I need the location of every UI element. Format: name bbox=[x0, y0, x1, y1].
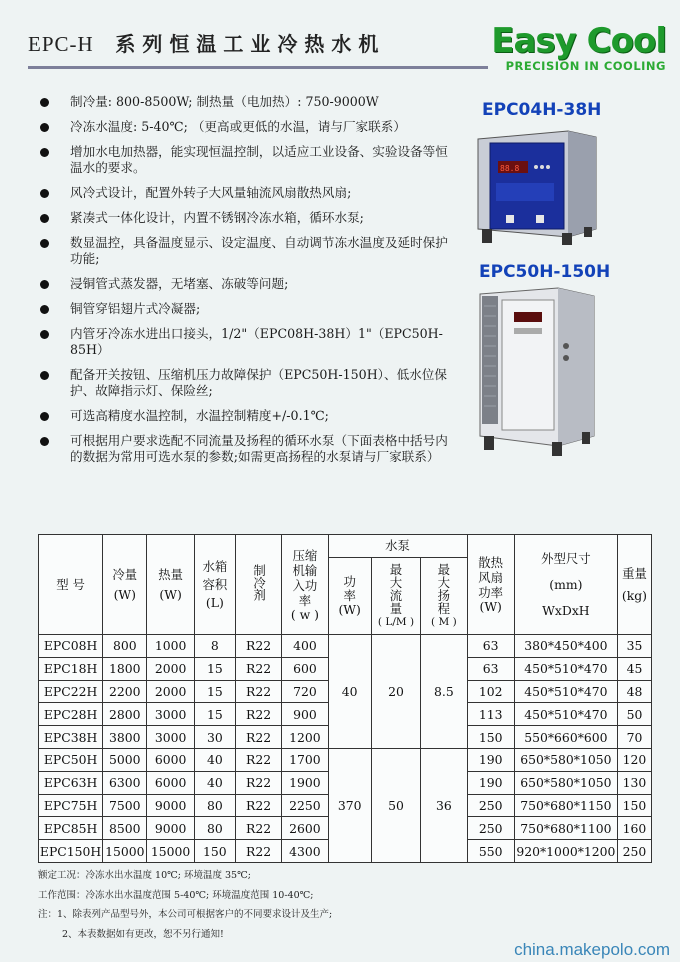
feature-item: 配备开关按钮、压缩机压力故障保护（EPC50H-150H）、低水位保护、故障指示灯、保险丝; bbox=[38, 367, 458, 399]
col-header-fan: 散热风扇功率 (W) bbox=[467, 535, 514, 635]
cell-tank: 8 bbox=[194, 635, 235, 658]
feature-item: 增加水电加热器，能实现恒温控制，以适应工业设备、实验设备等恒温水的要求。 bbox=[38, 144, 458, 176]
cell-weight: 130 bbox=[617, 771, 651, 794]
cell-tank: 15 bbox=[194, 680, 235, 703]
cell-tank: 80 bbox=[194, 817, 235, 840]
cell-cooling: 15000 bbox=[103, 840, 147, 863]
cell-dimensions: 380*450*400 bbox=[514, 635, 617, 658]
cell-model: EPC85H bbox=[39, 817, 103, 840]
cell-compressor: 900 bbox=[282, 703, 328, 726]
feature-item: 铜管穿铝翅片式冷凝器; bbox=[38, 301, 458, 317]
cell-heating: 15000 bbox=[147, 840, 194, 863]
cell-dimensions: 750*680*1100 bbox=[514, 817, 617, 840]
cell-refrigerant: R22 bbox=[235, 726, 281, 749]
cell-compressor: 2250 bbox=[282, 794, 328, 817]
cell-model: EPC75H bbox=[39, 794, 103, 817]
cell-weight: 150 bbox=[617, 794, 651, 817]
col-header-dimensions: 外型尺寸 (mm) WxDxH bbox=[514, 535, 617, 635]
brand-logo bbox=[491, 21, 666, 73]
chiller-large-drawing bbox=[470, 286, 598, 458]
cell-weight: 70 bbox=[617, 726, 651, 749]
cell-pump-power: 370 bbox=[328, 748, 371, 862]
spec-table bbox=[38, 534, 652, 863]
cell-heating: 3000 bbox=[147, 703, 194, 726]
cell-compressor: 720 bbox=[282, 680, 328, 703]
cell-refrigerant: R22 bbox=[235, 817, 281, 840]
col-header-pump-power: 功率 (W) bbox=[328, 558, 371, 635]
cell-dimensions: 450*510*470 bbox=[514, 703, 617, 726]
title-model-prefix: EPC-H bbox=[28, 32, 94, 56]
cell-weight: 35 bbox=[617, 635, 651, 658]
footnotes bbox=[38, 866, 332, 944]
note-working-range: 工作范围：冷冻水出水温度范围 5-40℃; 环境温度范围 10-40℃; bbox=[38, 889, 314, 901]
cell-model: EPC08H bbox=[39, 635, 103, 658]
cell-dimensions: 450*510*470 bbox=[514, 657, 617, 680]
cell-dimensions: 650*580*1050 bbox=[514, 771, 617, 794]
cell-cooling: 2800 bbox=[103, 703, 147, 726]
cell-heating: 9000 bbox=[147, 794, 194, 817]
col-header-pump-flow: 最大流量 ( L/M ) bbox=[371, 558, 420, 635]
cell-refrigerant: R22 bbox=[235, 680, 281, 703]
cell-refrigerant: R22 bbox=[235, 657, 281, 680]
page-header bbox=[0, 0, 680, 82]
cell-compressor: 600 bbox=[282, 657, 328, 680]
note-rated-conditions: 额定工况：冷冻水出水温度 10℃; 环境温度 35℃; bbox=[38, 870, 251, 881]
cell-cooling: 5000 bbox=[103, 748, 147, 771]
cell-heating: 2000 bbox=[147, 680, 194, 703]
cell-fan: 150 bbox=[467, 726, 514, 749]
logo-main-text: Easy Cool bbox=[491, 21, 666, 61]
table-row bbox=[39, 748, 652, 771]
cell-tank: 80 bbox=[194, 794, 235, 817]
feature-item: 风冷式设计，配置外转子大风量轴流风扇散热风扇; bbox=[38, 185, 458, 201]
cell-dimensions: 550*660*600 bbox=[514, 726, 617, 749]
cell-dimensions: 920*1000*1200 bbox=[514, 840, 617, 863]
cell-model: EPC28H bbox=[39, 703, 103, 726]
col-header-refrigerant: 制冷剂 bbox=[235, 535, 281, 635]
cell-pump-head: 36 bbox=[421, 748, 467, 862]
cell-model: EPC150H bbox=[39, 840, 103, 863]
cell-pump-power: 40 bbox=[328, 635, 371, 749]
cell-heating: 9000 bbox=[147, 817, 194, 840]
feature-item: 冷冻水温度: 5-40℃; （更高或更低的水温，请与厂家联系） bbox=[38, 119, 458, 135]
cell-fan: 190 bbox=[467, 771, 514, 794]
page-title bbox=[28, 28, 385, 57]
cell-fan: 250 bbox=[467, 794, 514, 817]
cell-weight: 45 bbox=[617, 657, 651, 680]
cell-cooling: 8500 bbox=[103, 817, 147, 840]
cell-tank: 40 bbox=[194, 748, 235, 771]
cell-cooling: 3800 bbox=[103, 726, 147, 749]
cell-model: EPC50H bbox=[39, 748, 103, 771]
cell-tank: 15 bbox=[194, 703, 235, 726]
cell-cooling: 6300 bbox=[103, 771, 147, 794]
cell-compressor: 2600 bbox=[282, 817, 328, 840]
cell-fan: 63 bbox=[467, 635, 514, 658]
cell-cooling: 2200 bbox=[103, 680, 147, 703]
feature-item: 浸铜管式蒸发器，无堵塞、冻破等问题; bbox=[38, 276, 458, 292]
cell-compressor: 400 bbox=[282, 635, 328, 658]
cell-tank: 30 bbox=[194, 726, 235, 749]
cell-compressor: 1900 bbox=[282, 771, 328, 794]
site-watermark: china.makepolo.com bbox=[514, 940, 670, 959]
cell-weight: 250 bbox=[617, 840, 651, 863]
cell-dimensions: 750*680*1150 bbox=[514, 794, 617, 817]
cell-weight: 120 bbox=[617, 748, 651, 771]
feature-item: 可根据用户要求选配不同流量及扬程的循环水泵（下面表格中括号内的数据为常用可选水泵的参数;如需更高扬程的水泵请与厂家联系） bbox=[38, 433, 458, 465]
chiller-small-drawing bbox=[470, 125, 600, 250]
cell-fan: 250 bbox=[467, 817, 514, 840]
product-label-large: EPC50H-150H bbox=[479, 262, 611, 282]
col-header-compressor: 压缩机输入功率 ( w ) bbox=[282, 535, 328, 635]
note-1: 注：1、除表列产品型号外，本公司可根据客户的不同要求设计及生产; bbox=[38, 909, 333, 920]
cell-refrigerant: R22 bbox=[235, 840, 281, 863]
cell-heating: 3000 bbox=[147, 726, 194, 749]
cell-heating: 6000 bbox=[147, 771, 194, 794]
cell-refrigerant: R22 bbox=[235, 635, 281, 658]
feature-item: 数显温控，具备温度显示、设定温度、自动调节冻水温度及延时保护功能; bbox=[38, 235, 458, 267]
note-2: 2、本表数据如有更改，恕不另行通知! bbox=[62, 928, 224, 940]
feature-item: 紧凑式一体化设计，内置不锈钢冷冻水箱，循环水泵; bbox=[38, 210, 458, 226]
cell-weight: 48 bbox=[617, 680, 651, 703]
cell-weight: 160 bbox=[617, 817, 651, 840]
logo-tagline: PRECISION IN COOLING bbox=[505, 59, 666, 73]
cell-refrigerant: R22 bbox=[235, 703, 281, 726]
title-underline bbox=[28, 66, 488, 69]
cell-fan: 102 bbox=[467, 680, 514, 703]
cell-heating: 2000 bbox=[147, 657, 194, 680]
cell-pump-flow: 20 bbox=[371, 635, 420, 749]
product-image-small-chiller bbox=[470, 125, 600, 250]
cell-model: EPC38H bbox=[39, 726, 103, 749]
col-header-tank: 水箱 容积 (L) bbox=[194, 535, 235, 635]
cell-tank: 150 bbox=[194, 840, 235, 863]
cell-refrigerant: R22 bbox=[235, 771, 281, 794]
cell-dimensions: 450*510*470 bbox=[514, 680, 617, 703]
cell-tank: 40 bbox=[194, 771, 235, 794]
cell-refrigerant: R22 bbox=[235, 794, 281, 817]
cell-fan: 550 bbox=[467, 840, 514, 863]
feature-list bbox=[38, 94, 458, 474]
cell-model: EPC18H bbox=[39, 657, 103, 680]
feature-item: 可选高精度水温控制，水温控制精度+/-0.1℃; bbox=[38, 408, 458, 424]
cell-dimensions: 650*580*1050 bbox=[514, 748, 617, 771]
col-header-pump: 水泵 bbox=[328, 535, 467, 558]
cell-compressor: 1700 bbox=[282, 748, 328, 771]
cell-compressor: 1200 bbox=[282, 726, 328, 749]
cell-tank: 15 bbox=[194, 657, 235, 680]
col-header-cooling: 冷量 (W) bbox=[103, 535, 147, 635]
cell-pump-head: 8.5 bbox=[421, 635, 467, 749]
cell-fan: 113 bbox=[467, 703, 514, 726]
cell-fan: 190 bbox=[467, 748, 514, 771]
feature-item: 制冷量: 800-8500W; 制热量（电加热）: 750-9000W bbox=[38, 94, 458, 110]
cell-heating: 6000 bbox=[147, 748, 194, 771]
cell-heating: 1000 bbox=[147, 635, 194, 658]
cell-model: EPC22H bbox=[39, 680, 103, 703]
cell-model: EPC63H bbox=[39, 771, 103, 794]
svg-text:88.8: 88.8 bbox=[500, 164, 520, 173]
product-label-small: EPC04H-38H bbox=[482, 100, 602, 120]
cell-weight: 50 bbox=[617, 703, 651, 726]
col-header-pump-head: 最大扬程 ( M ) bbox=[421, 558, 467, 635]
cell-cooling: 800 bbox=[103, 635, 147, 658]
cell-cooling: 7500 bbox=[103, 794, 147, 817]
cell-refrigerant: R22 bbox=[235, 748, 281, 771]
table-row bbox=[39, 635, 652, 658]
feature-item: 内管牙冷冻水进出口接头，1/2"（EPC08H-38H）1"（EPC50H-85H） bbox=[38, 326, 458, 358]
title-chinese: 系列恒温工业冷热水机 bbox=[115, 32, 386, 56]
cell-fan: 63 bbox=[467, 657, 514, 680]
col-header-weight: 重量 (kg) bbox=[617, 535, 651, 635]
col-header-model: 型 号 bbox=[39, 535, 103, 635]
cell-cooling: 1800 bbox=[103, 657, 147, 680]
cell-compressor: 4300 bbox=[282, 840, 328, 863]
product-image-large-chiller bbox=[470, 286, 598, 458]
col-header-heating: 热量 (W) bbox=[147, 535, 194, 635]
cell-pump-flow: 50 bbox=[371, 748, 420, 862]
